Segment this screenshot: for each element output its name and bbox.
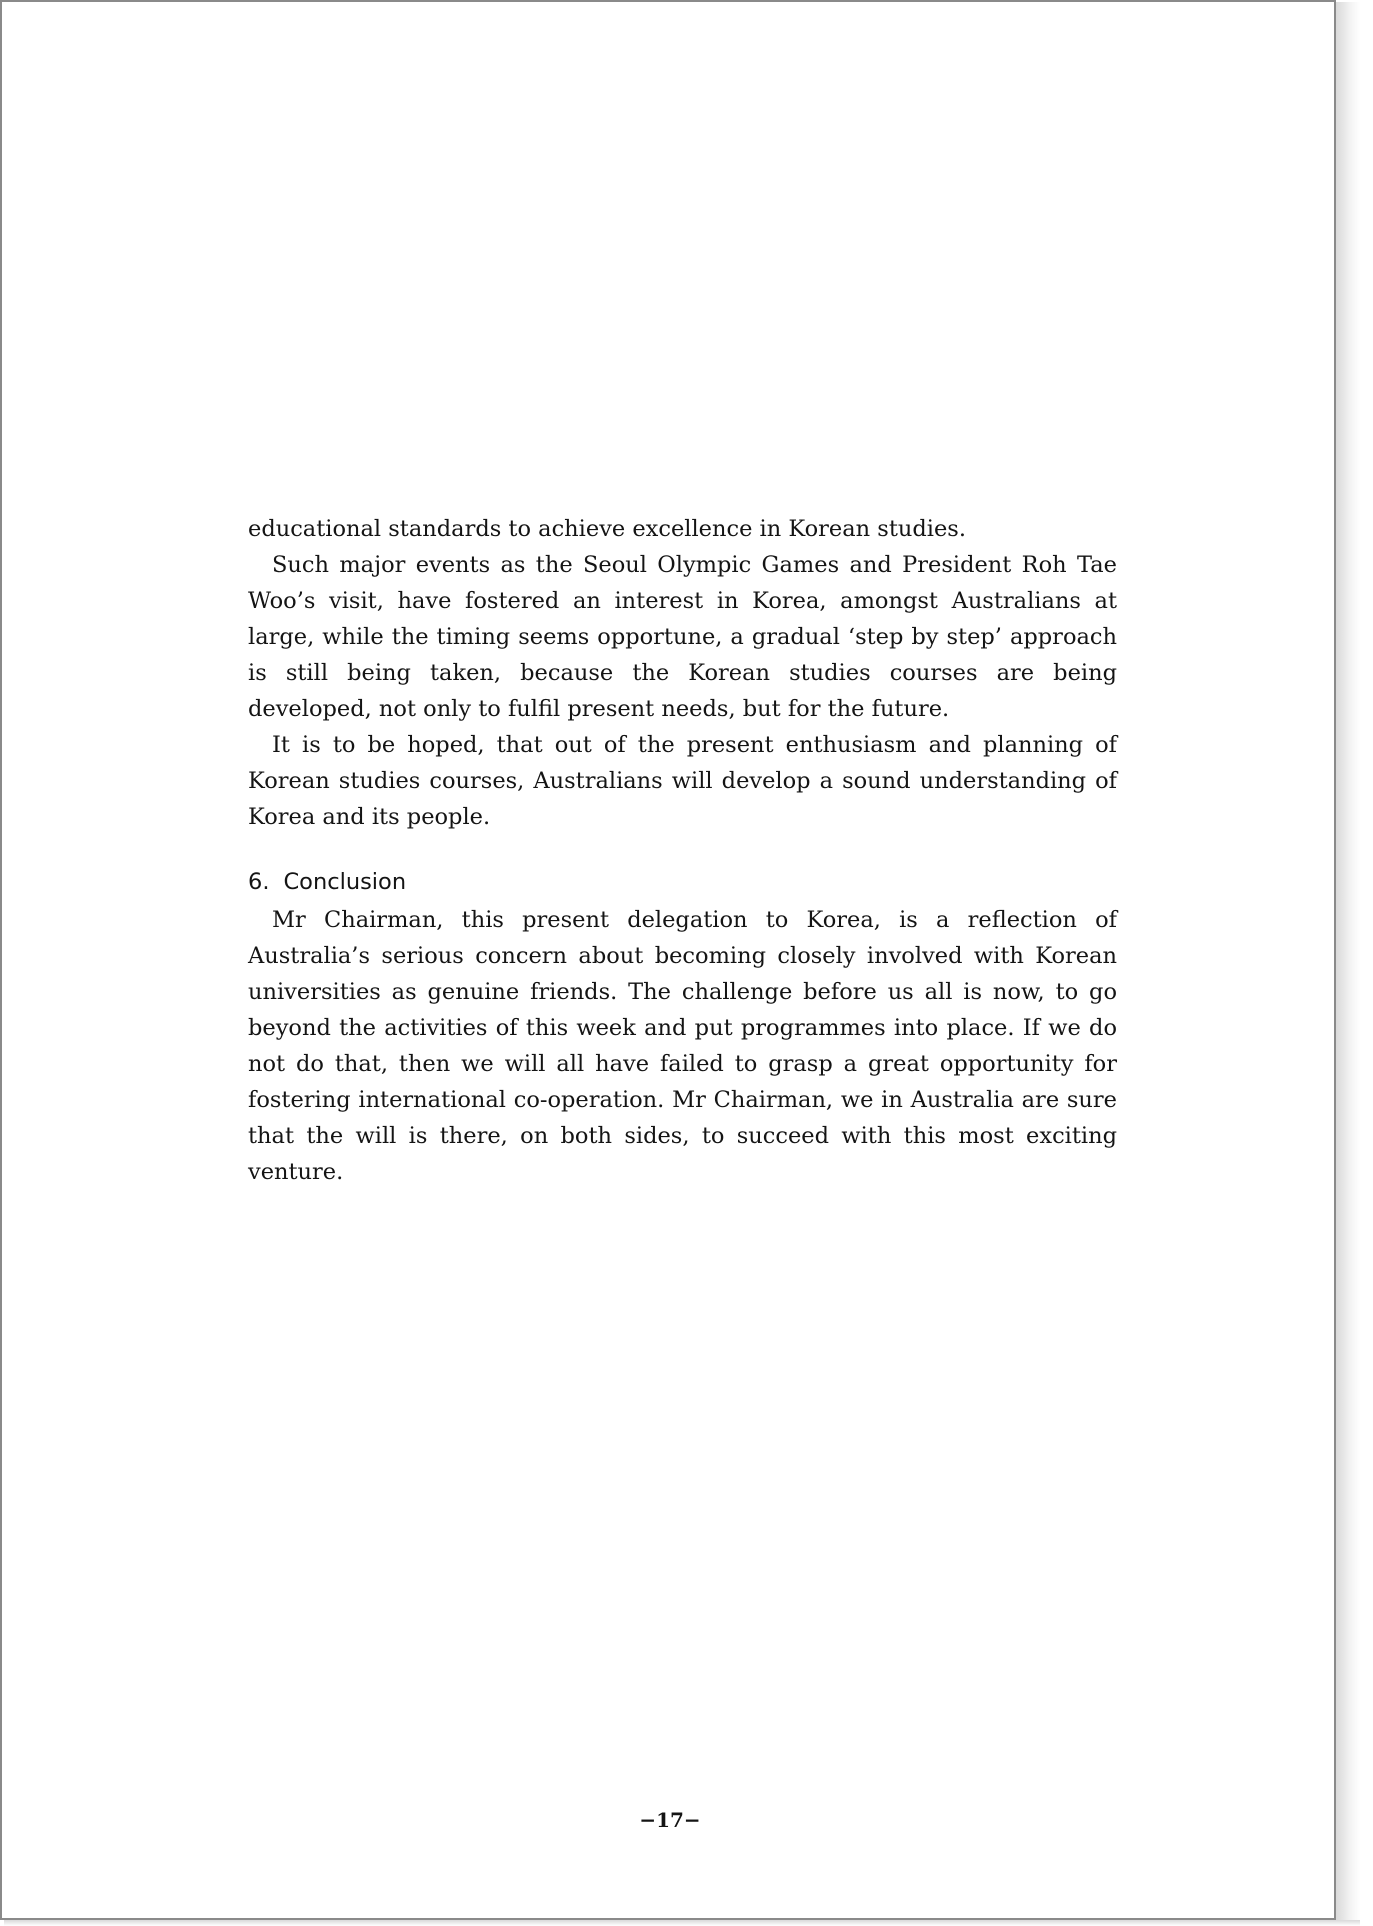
- paragraph-conclusion: Mr Chairman, this present delegation to Korea, is a reflection of Australia’s serious concern about becoming closely involved with Korean universities as genuine friends. The challenge before us all is now, to go beyond the activities of this week and put programmes into place. If we do not do that, then we will all have failed to grasp a great opportunity for fostering international co-operation. Mr Chairman, we in Australia are sure that the will is there, on both sides, to succeed with this most exciting venture.: [248, 907, 1117, 1185]
- paragraph-enthusiasm: It is to be hoped, that out of the present enthusiasm and planning of Korean studies courses, Australians will develop a sound understanding of Korea and its people.: [248, 732, 1117, 830]
- section-heading-conclusion: [248, 864, 1117, 900]
- page-shadow-bottom: [4, 1920, 1360, 1926]
- paragraph-continuation: educational standards to achieve excellence in Korean studies.: [248, 516, 966, 542]
- section-number: 6.: [248, 869, 270, 895]
- paragraph-olympic-games: Such major events as the Seoul Olympic Games and President Roh Tae Woo’s visit, have fostered an interest in Korea, amongst Australians at large, while the timing seems opportune, a gradual ‘step by step’ approach is still being taken, because the Korean studies courses are being developed, not only to fulfil present needs, but for the future.: [248, 552, 1117, 722]
- section-title: Conclusion: [283, 869, 407, 895]
- page-shadow-right: [1336, 2, 1360, 1924]
- body-text: [248, 511, 1117, 1190]
- page-number: −17−: [639, 1808, 701, 1832]
